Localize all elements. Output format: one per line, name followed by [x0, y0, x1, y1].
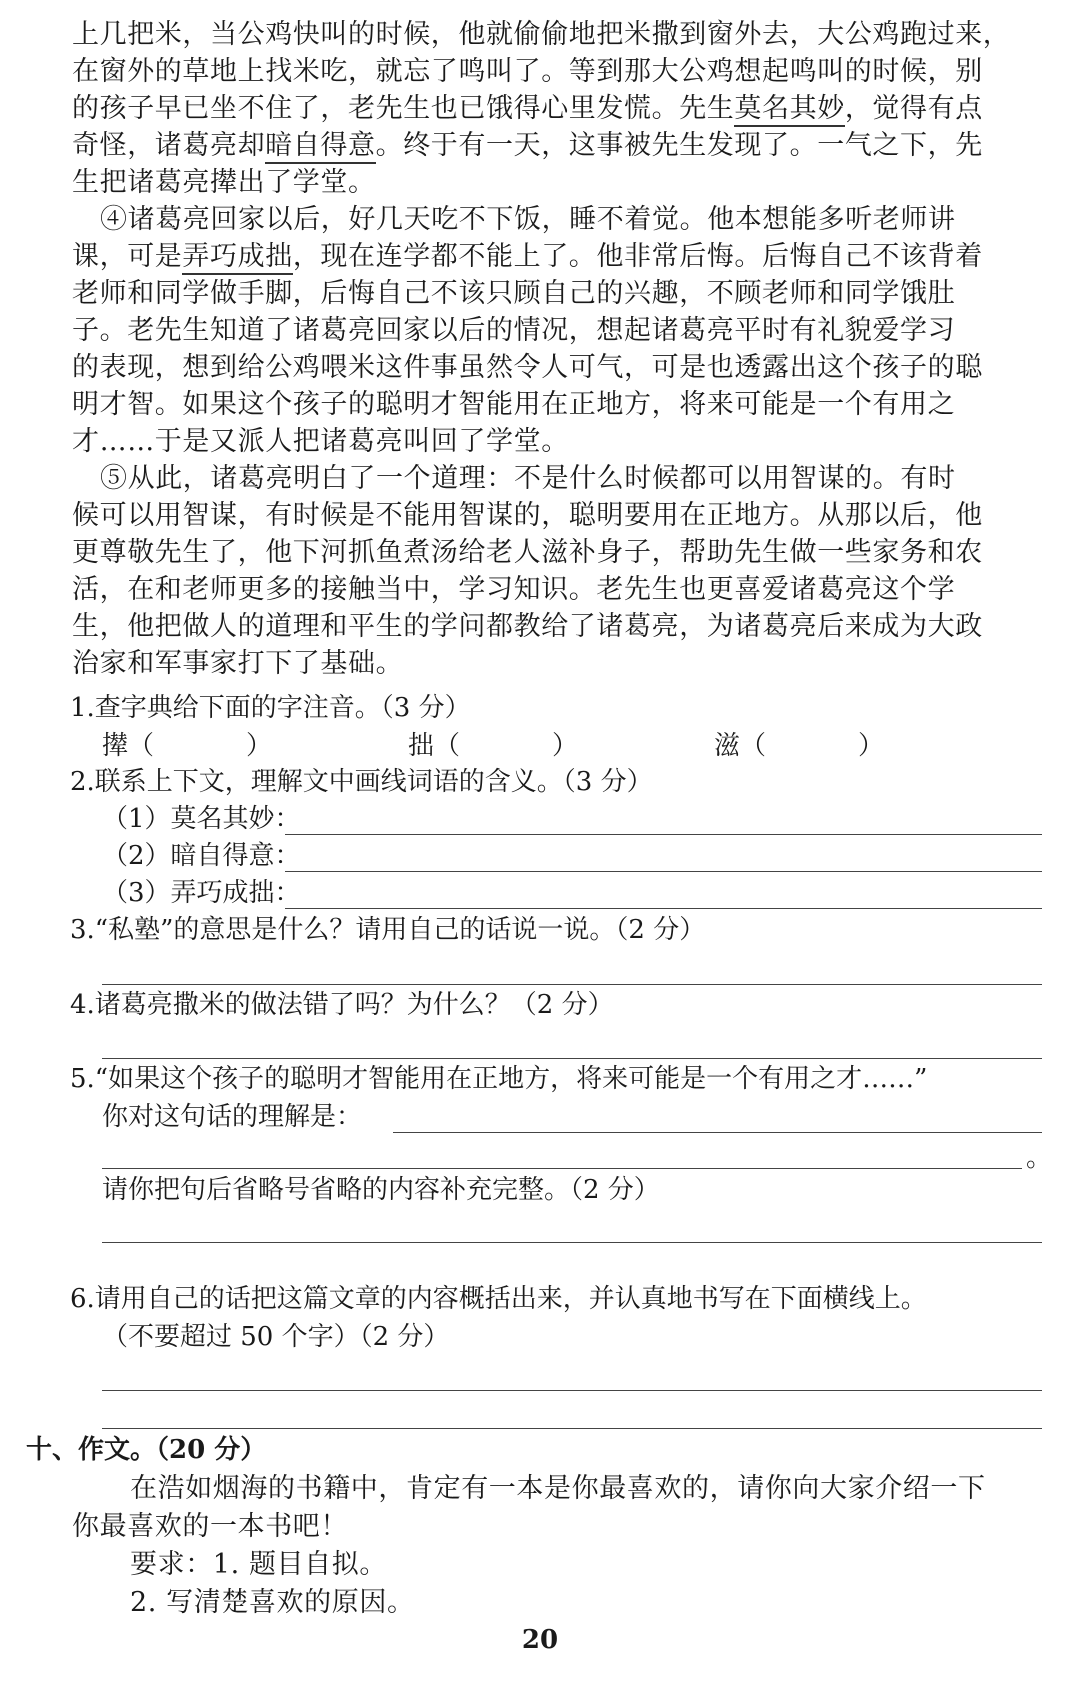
passage-line: 上几把米，当公鸡快叫的时候，他就偷偷地把米撒到窗外去，大公鸡跑过来， — [72, 19, 1011, 50]
passage-line: 候可以用智谋，有时候是不能用智谋的，聪明要用在正地方。从那以后，他 — [72, 500, 983, 531]
answer-line[interactable] — [285, 871, 1042, 872]
char-label: 滋（ — [714, 731, 767, 761]
q6-note: （不要超过 50 个字）（2 分） — [102, 1322, 450, 1352]
passage-text: ，觉得有点 — [844, 93, 983, 124]
answer-line[interactable] — [102, 1242, 1042, 1243]
char-label: 拙（ — [408, 731, 461, 761]
composition-requirement: 要求：1. 题目自拟。 — [130, 1549, 387, 1580]
q5-sub-label: 你对这句话的理解是： — [102, 1102, 363, 1132]
passage-line — [72, 238, 1032, 276]
passage-line: 生把诸葛亮撵出了学堂。 — [72, 167, 376, 198]
question-5-prompt: 5.“如果这个孩子的聪明才智能用在正地方，将来可能是一个有用之才……” — [70, 1064, 928, 1094]
passage-line: 明才智。如果这个孩子的聪明才智能用在正地方，将来可能是一个有用之 — [72, 389, 956, 420]
q2-item-label: （1）莫名其妙： — [102, 804, 301, 834]
underlined-word: 暗自得意 — [265, 130, 375, 164]
page-number: 20 — [521, 1625, 559, 1655]
passage-line: 的表现，想到给公鸡喂米这件事虽然令人可气，可是也透露出这个孩子的聪 — [72, 352, 983, 383]
composition-requirement: 2. 写清楚喜欢的原因。 — [130, 1587, 415, 1618]
period-mark: 。 — [1026, 1143, 1053, 1173]
passage-text: ，现在连学都不能上了。他非常后悔。后悔自己不该背着 — [292, 241, 983, 272]
question-2-prompt: 2.联系上下文，理解文中画线词语的含义。（3 分） — [70, 767, 653, 797]
answer-line[interactable] — [102, 984, 1042, 985]
passage-text: 的孩子早已坐不住了，老先生也已饿得心里发慌。先生 — [72, 93, 735, 124]
passage-text: 课，可是 — [72, 241, 183, 272]
answer-line[interactable] — [102, 1390, 1042, 1391]
question-6-prompt: 6.请用自己的话把这篇文章的内容概括出来，并认真地书写在下面横线上。 — [70, 1284, 927, 1314]
underlined-word: 莫名其妙 — [734, 93, 844, 127]
q5-sub-label: 请你把句后省略号省略的内容补充完整。（2 分） — [102, 1175, 660, 1205]
passage-line: 生，他把做人的道理和平生的学问都教给了诸葛亮，为诸葛亮后来成为大政 — [72, 611, 983, 642]
answer-line[interactable] — [102, 1428, 1042, 1429]
question-4-prompt: 4.诸葛亮撒米的做法错了吗？为什么？（2 分） — [70, 990, 614, 1020]
passage-text: 。终于有一天，这事被先生发现了。一气之下，先 — [375, 130, 983, 161]
question-1-prompt: 1.查字典给下面的字注音。（3 分） — [70, 693, 471, 723]
char-label: 撵（ — [102, 731, 155, 761]
passage-line: 活，在和老师更多的接触当中，学习知识。老先生也更喜爱诸葛亮这个学 — [72, 574, 956, 605]
answer-line[interactable] — [285, 908, 1042, 909]
composition-heading: 十、作文。（20 分） — [26, 1435, 267, 1465]
passage-line: ⑤从此，诸葛亮明白了一个道理：不是什么时候都可以用智谋的。有时 — [100, 463, 956, 494]
answer-line[interactable] — [393, 1132, 1042, 1133]
pinyin-blank-1[interactable] — [102, 728, 272, 764]
passage-line: 老师和同学做手脚，后悔自己不该只顾自己的兴趣，不顾老师和同学饿肚 — [72, 278, 956, 309]
answer-line[interactable] — [102, 1168, 1022, 1169]
paren-close: ） — [552, 731, 579, 761]
passage-line: 才……于是又派人把诸葛亮叫回了学堂。 — [72, 426, 569, 457]
paren-close: ） — [246, 731, 273, 761]
passage-line — [72, 127, 1032, 165]
question-3-prompt: 3.“私塾”的意思是什么？请用自己的话说一说。（2 分） — [70, 915, 706, 945]
passage-line: 治家和军事家打下了基础。 — [72, 648, 404, 679]
passage-text: 奇怪，诸葛亮却 — [72, 130, 266, 161]
composition-text: 你最喜欢的一本书吧！ — [72, 1511, 348, 1542]
passage-line: 更尊敬先生了，他下河抓鱼煮汤给老人滋补身子，帮助先生做一些家务和农 — [72, 537, 983, 568]
pinyin-blank-3[interactable] — [714, 728, 884, 764]
q2-item-label: （3）弄巧成拙： — [102, 878, 301, 908]
passage-line: 在窗外的草地上找米吃，就忘了鸣叫了。等到那大公鸡想起鸣叫的时候，别 — [72, 56, 983, 87]
passage-line — [72, 90, 1032, 128]
underlined-word: 弄巧成拙 — [182, 241, 292, 275]
paren-close: ） — [858, 731, 885, 761]
answer-line[interactable] — [285, 834, 1042, 835]
q2-item-label: （2）暗自得意： — [102, 841, 301, 871]
pinyin-blank-2[interactable] — [408, 728, 578, 764]
answer-line[interactable] — [102, 1058, 1042, 1059]
composition-text: 在浩如烟海的书籍中，肯定有一本是你最喜欢的，请你向大家介绍一下 — [130, 1473, 986, 1504]
passage-line: 子。老先生知道了诸葛亮回家以后的情况，想起诸葛亮平时有礼貌爱学习 — [72, 315, 956, 346]
passage-line: ④诸葛亮回家以后，好几天吃不下饭，睡不着觉。他本想能多听老师讲 — [100, 204, 956, 235]
